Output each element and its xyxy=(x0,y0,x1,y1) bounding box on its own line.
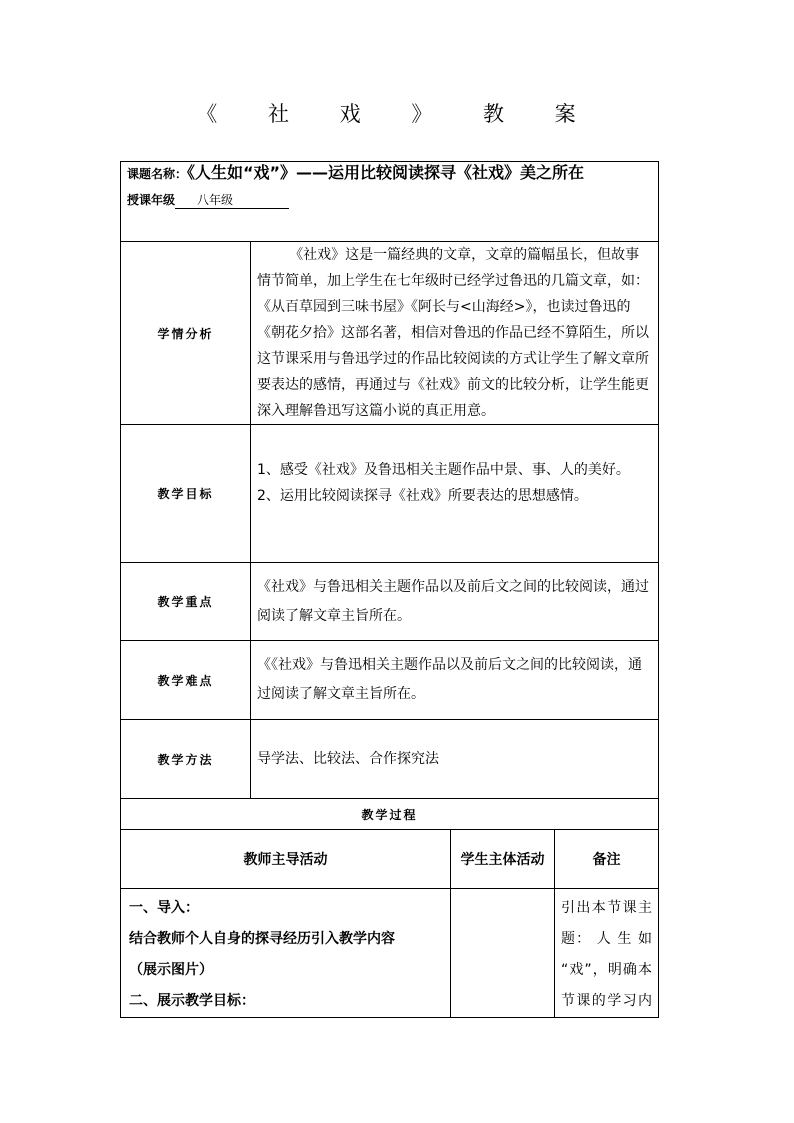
grade-line xyxy=(127,191,652,209)
goals-label: 教学目标 xyxy=(121,425,251,563)
teacher-line: （展示图片） xyxy=(129,962,213,978)
analysis-content-cell xyxy=(251,242,659,425)
teacher-activity-cell xyxy=(121,889,451,1018)
document-title: 《 社 戏 》 教 案 xyxy=(196,102,598,126)
notes-header: 备注 xyxy=(555,830,659,889)
difficulties-text: 《《社戏》与鲁迅相关主题作品以及前后文之间的比较阅读，通过阅读了解文章主旨所在。 xyxy=(251,641,659,720)
process-label: 教学过程 xyxy=(121,799,659,830)
note-line: 引出本节课主 xyxy=(561,900,652,916)
note-line: 题： 人 生 如 xyxy=(561,931,652,947)
goal-item: 2、运用比较阅读探寻《社戏》所要表达的思想感情。 xyxy=(257,488,588,504)
student-activity-cell xyxy=(451,889,555,1018)
note-line: “戏”，明确本 xyxy=(561,962,652,978)
analysis-label: 学情分析 xyxy=(121,242,251,425)
header-cell xyxy=(121,162,659,242)
goals-content-cell xyxy=(251,425,659,563)
methods-label: 教学方法 xyxy=(121,720,251,799)
student-activity-header: 学生主体活动 xyxy=(451,830,555,889)
teacher-line: 一、导入： xyxy=(129,900,199,916)
key-points-text: 《社戏》与鲁迅相关主题作品以及前后文之间的比较阅读，通过阅读了解文章主旨所在。 xyxy=(251,563,659,641)
notes-cell xyxy=(555,889,659,1018)
process-content-row xyxy=(121,889,659,1018)
header-row xyxy=(121,162,659,242)
difficulties-label: 教学难点 xyxy=(121,641,251,720)
difficulties-row xyxy=(121,641,659,720)
analysis-row xyxy=(121,242,659,425)
key-points-row xyxy=(121,563,659,641)
analysis-text: 《社戏》这是一篇经典的文章，文章的篇幅虽长，但故事情节简单，加上学生在七年级时已经学过鲁迅的几篇文章，如：《从百草园到三味书屋》《阿长与<山海经>》，也读过鲁迅的《朝花夕拾》这部名著，相信对鲁迅的作品已经不算陌生，所以这节课采用与鲁迅学过的作品比较阅读的方式让学生了解文章所要表达的感情，再通过与《社戏》前文的比较分析，让学生能更深入理解鲁迅写这篇小说的真正用意。 xyxy=(257,247,649,419)
goals-row xyxy=(121,425,659,563)
teacher-line: 二、展示教学目标： xyxy=(129,993,255,1009)
key-points-label: 教学重点 xyxy=(121,563,251,641)
methods-text: 导学法、比较法、合作探究法 xyxy=(251,720,659,799)
note-line: 节课的学习内 xyxy=(561,993,652,1009)
course-label: 课题名称： xyxy=(127,167,188,181)
teacher-line: 结合教师个人自身的探寻经历引入教学内容 xyxy=(129,931,395,947)
goal-item: 1、感受《社戏》及鲁迅相关主题作品中景、事、人的美好。 xyxy=(257,462,630,478)
grade-label: 授课年级 xyxy=(127,193,176,207)
teacher-activity-header: 教师主导活动 xyxy=(121,830,451,889)
lesson-plan-table xyxy=(120,161,659,1018)
course-title: 《人生如“戏”》——运用比较阅读探寻《社戏》美之所在 xyxy=(187,163,585,182)
methods-row xyxy=(121,720,659,799)
course-title-line xyxy=(127,162,652,185)
grade-value: 八年级 xyxy=(175,191,289,209)
process-title-row xyxy=(121,799,659,830)
process-column-header-row xyxy=(121,830,659,889)
